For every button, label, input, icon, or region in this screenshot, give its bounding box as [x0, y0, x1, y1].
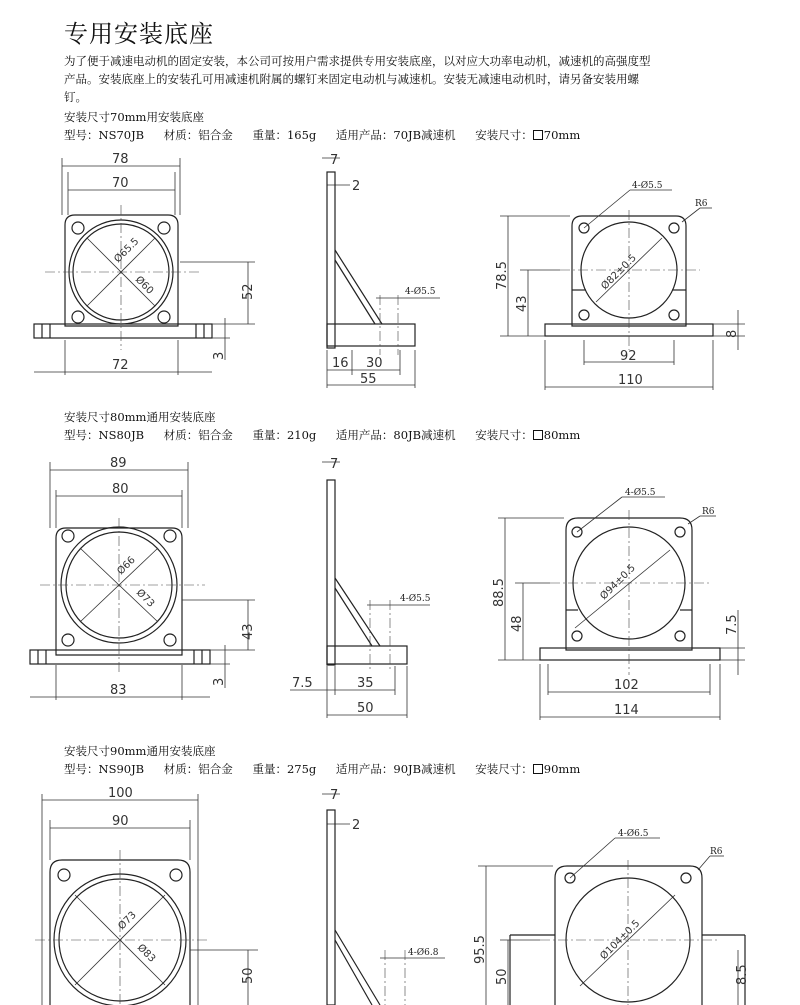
dim-front-top: 78 [112, 152, 129, 167]
section-heading: 安装尺寸70mm用安装底座 [64, 110, 204, 124]
model-value: NS90JB [98, 762, 145, 776]
product-value: 70JB减速机 [393, 128, 456, 142]
dim-side-thk: 2 [352, 179, 361, 194]
back-hole-label: 4-Ø6.5 [618, 829, 649, 839]
front-plate [65, 215, 178, 326]
model-label: 型号： [64, 762, 99, 776]
dim-back-base: 7.5 [725, 614, 740, 635]
dim-back-total: 114 [614, 703, 639, 718]
side-hole-label: 4-Ø6.8 [408, 948, 439, 958]
material-value: 铝合金 [198, 128, 233, 142]
section-heading: 安装尺寸90mm通用安装底座 [64, 744, 216, 758]
back-radius-label: R6 [710, 847, 723, 857]
dim-dia-inner: Ø65.5 [112, 236, 142, 266]
spec-row [64, 760, 580, 778]
product-label: 适用产品： [335, 428, 394, 442]
dim-front-inner: 90 [112, 814, 129, 829]
dim-front-top: 100 [108, 786, 133, 801]
front-view [30, 456, 256, 700]
dim-side-top: 7 [330, 788, 339, 803]
dim-back-inner: 92 [620, 349, 637, 364]
back-view [473, 828, 750, 1005]
back-hole-label: 4-Ø5.5 [632, 181, 663, 191]
weight-label: 重量： [252, 762, 287, 776]
drawing-90 [0, 780, 800, 1005]
dim-front-base: 3 [212, 351, 227, 360]
dim-side-a: 7.5 [292, 676, 313, 691]
material-value: 铝合金 [198, 762, 233, 776]
side-foot [327, 324, 415, 346]
dim-side-thk: 2 [352, 818, 361, 833]
side-hole-label: 4-Ø5.5 [400, 594, 431, 604]
back-view [495, 180, 745, 390]
dim-front-inner: 80 [112, 482, 129, 497]
dim-back-dia: Ø82±0.5 [599, 252, 639, 293]
weight-value: 210g [286, 428, 317, 442]
model-label: 型号： [64, 128, 99, 142]
weight-label: 重量： [252, 128, 287, 142]
material-label: 材质： [163, 128, 199, 142]
dim-back-mid: 50 [495, 968, 510, 985]
dim-front-bottom: 72 [112, 358, 129, 373]
model-value: NS70JB [98, 128, 145, 142]
dim-back-mid: 48 [510, 615, 525, 632]
back-radius-label: R6 [702, 507, 715, 517]
side-view [322, 788, 445, 1005]
weight-label: 重量： [252, 428, 287, 442]
dim-side-top: 7 [330, 153, 339, 168]
intro-line: 钉。 [64, 90, 87, 104]
back-view [492, 487, 745, 720]
dim-front-top: 89 [110, 456, 127, 471]
square-icon [533, 764, 543, 774]
dim-dia-outer: Ø60 [132, 274, 156, 297]
dim-front-height: 50 [241, 967, 256, 984]
drawing-80 [0, 450, 800, 730]
dim-dia-inner: Ø66 [115, 554, 138, 578]
product-label: 适用产品： [335, 128, 394, 142]
side-hole-label: 4-Ø5.5 [405, 287, 436, 297]
dim-back-height: 95.5 [473, 935, 488, 964]
drawing-70 [0, 150, 800, 400]
dim-side-b: 30 [366, 356, 383, 371]
dim-front-bottom: 83 [110, 683, 127, 698]
side-wall [327, 810, 335, 1005]
dim-back-mid: 43 [515, 295, 530, 312]
side-wall [327, 172, 335, 348]
section-header-70 [64, 108, 580, 144]
size-value: 70mm [543, 128, 581, 142]
product-value: 80JB减速机 [393, 428, 456, 442]
dim-side-top: 7 [330, 457, 339, 472]
dim-back-base: 8 [725, 329, 740, 338]
dim-dia-outer: Ø73 [133, 587, 157, 610]
square-icon [533, 130, 543, 140]
dim-front-height: 43 [241, 623, 256, 640]
dim-back-height: 78.5 [495, 261, 510, 290]
size-value: 80mm [543, 428, 581, 442]
dim-back-inner: 102 [614, 678, 639, 693]
intro-text [64, 52, 744, 106]
dim-side-a: 16 [332, 356, 349, 371]
square-icon [533, 430, 543, 440]
dim-back-height: 88.5 [492, 578, 507, 607]
side-view [322, 153, 440, 388]
side-view [290, 457, 431, 718]
section-header-90 [64, 742, 580, 778]
dim-front-height: 52 [241, 283, 256, 300]
material-label: 材质： [163, 762, 199, 776]
spec-row [64, 126, 580, 144]
back-radius-label: R6 [695, 199, 708, 209]
weight-value: 165g [286, 128, 317, 142]
dim-back-dia: Ø104±0.5 [598, 918, 643, 963]
dim-front-inner: 70 [112, 176, 129, 191]
dim-front-base: 3 [212, 677, 227, 686]
material-label: 材质： [163, 428, 199, 442]
weight-value: 275g [286, 762, 317, 776]
size-label: 安装尺寸： [475, 428, 533, 442]
dim-dia-inner: Ø73 [116, 909, 139, 933]
side-wall [327, 480, 335, 665]
dim-back-dia: Ø94±0.5 [598, 562, 638, 603]
material-value: 铝合金 [198, 428, 233, 442]
product-value: 90JB减速机 [393, 762, 456, 776]
intro-line: 产品。安装底座上的安装孔可用减速机附属的螺钉来固定电动机与减速机。安装无减速电动机时，请另备安装用螺 [64, 72, 639, 86]
size-label: 安装尺寸： [475, 762, 533, 776]
spec-row [64, 426, 580, 444]
front-view [34, 152, 256, 375]
front-base [30, 650, 210, 664]
dim-back-base: 8.5 [735, 964, 750, 985]
front-view [35, 786, 258, 1005]
model-value: NS80JB [98, 428, 145, 442]
dim-side-b: 35 [357, 676, 374, 691]
page-title: 专用安装底座 [64, 20, 214, 48]
size-value: 90mm [543, 762, 581, 776]
intro-line: 为了便于减速电动机的固定安装，本公司可按用户需求提供专用安装底座，以对应大功率电动机，减速机的高强度型 [64, 54, 651, 68]
dim-dia-outer: Ø83 [134, 942, 158, 965]
back-hole-label: 4-Ø5.5 [625, 488, 656, 498]
section-header-80 [64, 408, 580, 444]
section-heading: 安装尺寸80mm通用安装底座 [64, 410, 216, 424]
size-label: 安装尺寸： [475, 128, 533, 142]
product-label: 适用产品： [335, 762, 394, 776]
dim-side-total: 55 [360, 372, 377, 387]
dim-back-total: 110 [618, 373, 643, 388]
side-foot [327, 646, 407, 664]
dim-side-total: 50 [357, 701, 374, 716]
model-label: 型号： [64, 428, 99, 442]
